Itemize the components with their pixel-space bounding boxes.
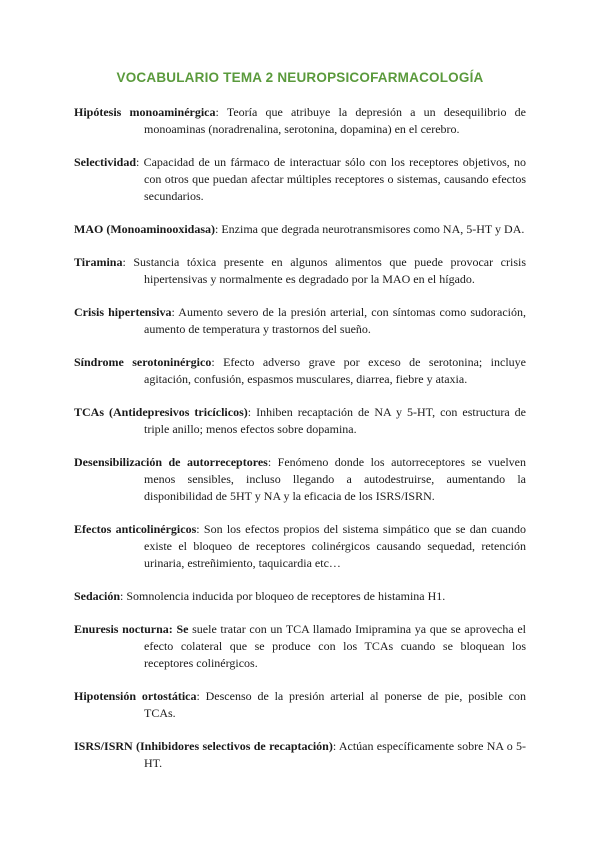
entry-separator: : xyxy=(215,222,219,236)
entry-definition: Somnolencia inducida por bloqueo de receptores de histamina H1. xyxy=(123,589,446,603)
vocabulary-entry xyxy=(74,221,526,238)
entry-term: Hipotensión ortostática xyxy=(74,689,197,703)
entry-definition: Inhiben recaptación de NA y 5-HT, con estructura de triple anillo; menos efectos sobre dopamina. xyxy=(144,405,527,436)
vocabulary-entry xyxy=(74,688,526,722)
entry-definition: Sustancia tóxica presente en algunos alimentos que puede provocar crisis hipertensivas y normalmente es degradado por la MAO en el hígado. xyxy=(125,255,526,286)
vocabulary-entry xyxy=(74,354,526,388)
entry-separator: : xyxy=(122,255,126,269)
document-title: VOCABULARIO TEMA 2 NEUROPSICOFARMACOLOGÍA xyxy=(116,70,484,85)
entry-separator: : xyxy=(196,689,200,703)
entry-separator: : xyxy=(247,405,252,419)
vocabulary-entry xyxy=(74,454,526,505)
vocabulary-entry xyxy=(74,154,526,205)
entry-separator: : xyxy=(196,522,200,536)
entry-term: ISRS/ISRN (Inhibidores selectivos de recaptación) xyxy=(74,739,333,753)
entry-term: Hipótesis monoaminérgica xyxy=(74,105,216,119)
entry-term: Crisis hipertensiva xyxy=(74,305,172,319)
vocabulary-list xyxy=(74,104,526,788)
vocabulary-entry xyxy=(74,404,526,438)
entry-definition: Enzima que degrada neurotransmisores como NA, 5-HT y DA. xyxy=(218,222,525,236)
entry-definition: Son los efectos propios del sistema simpático que se dan cuando existe el bloqueo de receptores colinérgicos causando sequedad, retención urinaria, estreñimiento, taquicardia etc… xyxy=(144,522,526,570)
entry-term: TCAs (Antidepresivos tricíclicos) xyxy=(74,405,248,419)
vocabulary-entry xyxy=(74,738,526,772)
vocabulary-entry xyxy=(74,254,526,288)
entry-definition: Fenómeno donde los autorreceptores se vuelven menos sensibles, incluso llegando a autodestruirse, aumentando la disponibilidad de 5HT y NA y la eficacia de los ISRS/ISRN. xyxy=(144,455,526,503)
entry-definition: suele tratar con un TCA llamado Imipramina ya que se aprovecha el efecto colateral que se produce con los TCAs cuando se bloquean los receptores colinérgicos. xyxy=(144,622,526,670)
entry-separator: : xyxy=(120,589,124,603)
entry-definition: Capacidad de un fármaco de interactuar sólo con los receptores objetivos, no con otros que puedan afectar múltiples receptores o sistemas, causando efectos secundarios. xyxy=(139,155,526,203)
vocabulary-entry xyxy=(74,621,526,672)
entry-term: Selectividad xyxy=(74,155,136,169)
entry-separator: : xyxy=(171,305,175,319)
entry-separator: : xyxy=(136,155,140,169)
entry-term: Síndrome serotoninérgico xyxy=(74,355,212,369)
entry-separator: : xyxy=(332,739,337,753)
entry-separator: : xyxy=(211,355,215,369)
vocabulary-entry xyxy=(74,588,526,605)
entry-definition: Actúan específicamente sobre NA o 5-HT. xyxy=(144,739,527,770)
entry-term: Desensibilización de autorreceptores xyxy=(74,455,268,469)
entry-definition: Efecto adverso grave por exceso de serotonina; incluye agitación, confusión, espasmos musculares, diarrea, fiebre y ataxia. xyxy=(144,355,527,386)
vocabulary-entry xyxy=(74,104,526,138)
vocabulary-entry xyxy=(74,521,526,572)
entry-definition: Descenso de la presión arterial al ponerse de pie, posible con TCAs. xyxy=(144,689,526,720)
entry-term: MAO (Monoaminooxidasa) xyxy=(74,222,215,236)
entry-term: Tiramina xyxy=(74,255,123,269)
entry-separator: : xyxy=(215,105,219,119)
entry-term: Sedación xyxy=(74,589,121,603)
entry-term: Efectos anticolinérgicos xyxy=(74,522,197,536)
entry-definition: Aumento severo de la presión arterial, con síntomas como sudoración, aumento de temperatura y trastornos del sueño. xyxy=(144,305,526,336)
entry-definition: Teoría que atribuye la depresión a un desequilibrio de monoaminas (noradrenalina, serotonina, dopamina) en el cerebro. xyxy=(144,105,526,136)
entry-separator: : xyxy=(267,455,272,469)
entry-term: Enuresis nocturna: Se xyxy=(74,622,189,636)
vocabulary-entry xyxy=(74,304,526,338)
